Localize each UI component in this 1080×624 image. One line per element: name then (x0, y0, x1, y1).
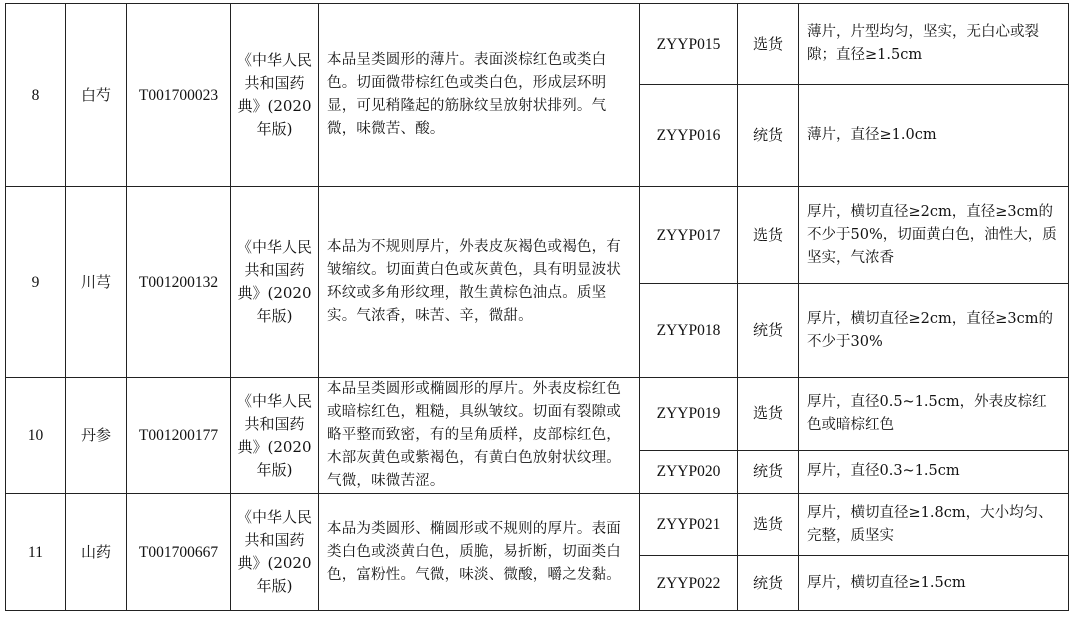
herb-name-cell: 川芎 (66, 187, 127, 378)
row-number-cell: 8 (6, 4, 66, 187)
grade-cell: 选货 (738, 4, 799, 85)
spec-code-cell: ZYYP019 (640, 378, 738, 451)
spec-text-cell: 厚片，直径0.3~1.5cm (799, 450, 1069, 493)
grade-cell: 统货 (738, 284, 799, 378)
spec-text-cell: 厚片，横切直径≥1.8cm，大小均匀、完整，质坚实 (799, 494, 1069, 556)
description-cell: 本品呈类圆形或椭圆形的厚片。外表皮棕红色或暗棕红色，粗糙，具纵皱纹。切面有裂隙或略平整而致密，有的呈角质样，皮部棕红色，木部灰黄色或紫褐色，有黄白色放射状纹理。气微，味微苦涩。 (319, 378, 640, 494)
herb-name-cell: 丹参 (66, 378, 127, 494)
grade-cell: 统货 (738, 85, 799, 187)
grade-cell: 统货 (738, 450, 799, 493)
description-cell: 本品呈类圆形的薄片。表面淡棕红色或类白色。切面微带棕红色或类白色，形成层环明显，可见稍隆起的筋脉纹呈放射状排列。气微，味微苦、酸。 (319, 4, 640, 187)
table-row (6, 4, 1069, 85)
standard-cell: 《中华人民共和国药典》(2020年版) (231, 187, 319, 378)
standard-cell: 《中华人民共和国药典》(2020年版) (231, 494, 319, 611)
spec-code-cell: ZYYP015 (640, 4, 738, 85)
spec-text-cell: 薄片，直径≥1.0cm (799, 85, 1069, 187)
herb-code-cell: T001200177 (127, 378, 231, 494)
row-number-cell: 9 (6, 187, 66, 378)
spec-text-cell: 薄片，片型均匀，坚实，无白心或裂隙；直径≥1.5cm (799, 4, 1069, 85)
grade-cell: 统货 (738, 556, 799, 611)
herb-spec-table (5, 3, 1069, 611)
herb-name-cell: 山药 (66, 494, 127, 611)
spec-text-cell: 厚片，直径0.5~1.5cm，外表皮棕红色或暗棕红色 (799, 378, 1069, 451)
herb-name-cell: 白芍 (66, 4, 127, 187)
row-number-cell: 11 (6, 494, 66, 611)
spec-code-cell: ZYYP021 (640, 494, 738, 556)
spec-text-cell: 厚片，横切直径≥2cm，直径≥3cm的不少于50%，切面黄白色，油性大，质坚实，气浓香 (799, 187, 1069, 284)
description-cell: 本品为不规则厚片，外表皮灰褐色或褐色，有皱缩纹。切面黄白色或灰黄色，具有明显波状环纹或多角形纹理，散生黄棕色油点。质坚实。气浓香，味苦、辛，微甜。 (319, 187, 640, 378)
herb-code-cell: T001200132 (127, 187, 231, 378)
description-cell: 本品为类圆形、椭圆形或不规则的厚片。表面类白色或淡黄白色，质脆，易折断，切面类白色，富粉性。气微，味淡、微酸，嚼之发黏。 (319, 494, 640, 611)
grade-cell: 选货 (738, 494, 799, 556)
table-row (6, 187, 1069, 284)
table-row (6, 494, 1069, 556)
herb-code-cell: T001700667 (127, 494, 231, 611)
row-number-cell: 10 (6, 378, 66, 494)
spec-code-cell: ZYYP022 (640, 556, 738, 611)
table-row (6, 378, 1069, 451)
spec-code-cell: ZYYP016 (640, 85, 738, 187)
grade-cell: 选货 (738, 187, 799, 284)
spec-text-cell: 厚片，横切直径≥1.5cm (799, 556, 1069, 611)
standard-cell: 《中华人民共和国药典》(2020年版) (231, 4, 319, 187)
herb-code-cell: T001700023 (127, 4, 231, 187)
standard-cell: 《中华人民共和国药典》(2020年版) (231, 378, 319, 494)
spec-code-cell: ZYYP017 (640, 187, 738, 284)
spec-code-cell: ZYYP018 (640, 284, 738, 378)
spec-code-cell: ZYYP020 (640, 450, 738, 493)
spec-text-cell: 厚片，横切直径≥2cm，直径≥3cm的不少于30% (799, 284, 1069, 378)
grade-cell: 选货 (738, 378, 799, 451)
